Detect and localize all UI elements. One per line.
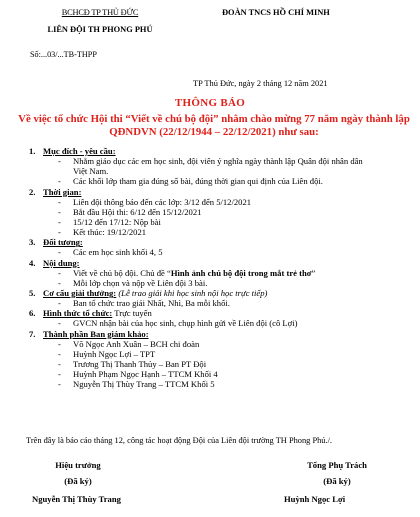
section-prizes <box>20 288 400 308</box>
bullet-list <box>20 156 400 186</box>
content-theme: Hình ảnh chú bộ đội trong mắt trẻ thơ <box>170 267 312 278</box>
header-left <box>30 8 170 35</box>
list-item: - Huỳnh Phạm Ngọc Hạnh – TTCM Khối 4 <box>58 369 400 379</box>
content-prefix: Viết về chủ bộ đội. Chủ đề “ <box>73 267 171 278</box>
list-item <box>58 268 400 278</box>
list-item: - Mỗi lớp chọn và nộp về Liên đội 3 bài. <box>58 278 400 288</box>
signed-note: (Đã ký) <box>64 476 92 487</box>
section-purpose <box>20 146 400 187</box>
org-left: BCHCĐ TP THỦ ĐỨC <box>61 8 139 17</box>
section-note: Trực tuyến <box>112 308 152 319</box>
section-heading: Cơ cấu giải thưởng: <box>43 287 117 298</box>
list-item: - GVCN nhận bài của học sinh, chụp hình gửi về Liên đội (cô Lợi) <box>58 318 400 328</box>
section-content <box>20 258 400 288</box>
list-item: - Kết thúc: 19/12/2021 <box>58 227 400 237</box>
section-heading: Đối tượng: <box>43 237 83 248</box>
list-item: - Ban tổ chức trao giải Nhất, Nhì, Ba mỗi khối. <box>58 298 400 308</box>
section-number: 6. <box>29 308 36 319</box>
bullet-list <box>20 268 400 288</box>
content-suffix: ” <box>311 267 316 278</box>
closing-text: Trên đây là báo cáo tháng 12, công tác hoạt động Đội của Liên đội trường TH Phong Phú./. <box>26 436 332 445</box>
org-right: ĐOÀN TNCS HỒ CHÍ MINH <box>222 8 330 17</box>
bullet-list <box>20 339 400 390</box>
list-item: - Trương Thị Thanh Thủy – Ban PT Đội <box>58 359 400 369</box>
doc-number: Số:...03/...TB-THPP <box>30 50 97 59</box>
doc-title: THÔNG BÁO <box>174 97 246 109</box>
list-item: - Các em học sinh khối 4, 5 <box>58 247 400 257</box>
section-time <box>20 187 400 238</box>
signature-left <box>28 457 128 490</box>
list-item: - Liên đội thông báo đến các lớp: 3/12 đến 5/12/2021 <box>58 197 400 207</box>
doc-subject: Về việc tổ chức Hội thi “Viết về chú bộ đội” nhằm chào mừng 77 năm ngày thành lập QĐNDVN (22/12/1944 – 22/12/2021) như sau: <box>18 113 410 138</box>
signed-note: (Đã ký) <box>323 476 351 487</box>
section-judges <box>20 329 400 390</box>
signer-title: Hiệu trưởng <box>55 460 101 470</box>
section-audience <box>20 237 400 257</box>
list-item: - 15/12 đến 17/12: Nộp bài <box>58 217 400 227</box>
signer-name-right: Huỳnh Ngọc Lợi <box>284 494 346 504</box>
signature-right <box>289 457 385 490</box>
bullet-list <box>20 247 400 257</box>
list-item: - Các khối lớp tham gia đúng số bài, đúng thời gian qui định của Liên đội. <box>58 176 400 186</box>
list-item: - Nguyễn Thị Thùy Trang – TTCM Khối 5 <box>58 379 400 389</box>
list-item: - Võ Ngọc Anh Xuân – BCH chi đoàn <box>58 339 400 349</box>
bullet-list <box>20 318 400 328</box>
section-format <box>20 308 400 328</box>
bullet-list <box>20 298 400 308</box>
section-number: 3. <box>29 237 36 248</box>
section-number: 5. <box>29 287 36 298</box>
signer-name-left: Nguyễn Thị Thùy Trang <box>32 494 121 504</box>
section-heading: Thành phần Ban giám khảo: <box>43 328 149 339</box>
sections-list <box>20 146 400 389</box>
date-line: TP Thủ Đức, ngày 2 tháng 12 năm 2021 <box>193 79 328 88</box>
section-number: 4. <box>29 257 36 268</box>
section-number: 2. <box>29 186 36 197</box>
list-item: - Bắt đầu Hội thi: 6/12 đến 15/12/2021 <box>58 207 400 217</box>
bullet-list <box>20 197 400 238</box>
signer-title: Tổng Phụ Trách <box>307 460 367 470</box>
section-heading: Hình thức tổ chức: <box>43 308 113 319</box>
list-item: - Huỳnh Ngọc Lợi – TPT <box>58 349 400 359</box>
section-heading: Thời gian: <box>43 186 82 197</box>
section-note: (Lễ trao giải khi học sinh nội học trực tiếp) <box>116 287 268 298</box>
section-number: 7. <box>29 328 36 339</box>
section-heading: Nội dung: <box>43 257 80 268</box>
unit-left: LIÊN ĐỘI TH PHONG PHÚ <box>47 24 153 34</box>
section-number: 1. <box>29 146 36 156</box>
section-heading: Mục đích - yêu cầu: <box>43 146 116 156</box>
list-item: - Nhằm giáo dục các em học sinh, đội viên ý nghĩa ngày thành lập Quân đội nhân dân Việt Nam. <box>58 156 373 176</box>
